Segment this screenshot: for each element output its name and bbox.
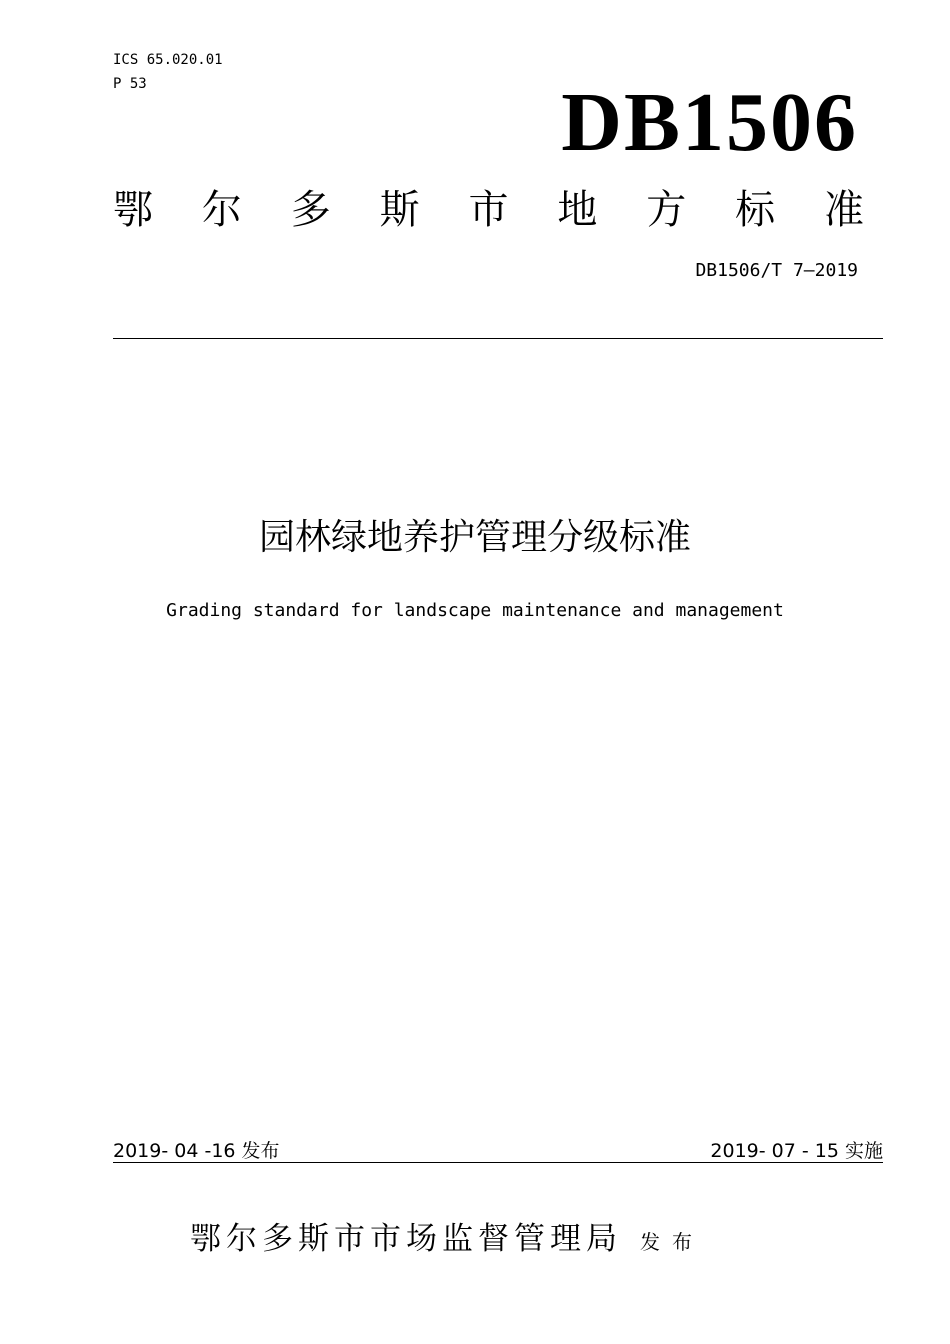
standard-type-char: 方 [646,187,687,233]
standard-type-char: 斯 [379,187,420,233]
ics-code: ICS 65.020.01 [113,52,223,68]
issue-date: 2019- 04 -16 发布 [113,1140,280,1162]
bottom-divider [113,1162,883,1163]
standard-type-heading [113,186,864,234]
standard-type-char: 多 [290,187,331,233]
standard-code: DB1506 [561,76,858,169]
standard-number: DB1506/T 7—2019 [695,260,858,281]
publisher-label: 发布 [640,1230,704,1254]
ccs-code: P 53 [113,76,147,92]
document-title-english: Grading standard for landscape maintenance and management [166,600,784,621]
standard-type-char: 市 [468,187,509,233]
standard-type-char: 准 [824,187,864,233]
standard-type-char: 尔 [201,187,242,233]
publisher-line [190,1218,704,1263]
standard-type-char: 鄂 [113,187,153,233]
standard-type-char: 地 [557,187,598,233]
document-title-chinese: 园林绿地养护管理分级标准 [258,517,691,558]
classification-codes [113,48,223,96]
top-divider [113,338,883,339]
implementation-date: 2019- 07 - 15 实施 [710,1140,883,1162]
publisher-name: 鄂尔多斯市市场监督管理局 [190,1221,622,1257]
standard-type-char: 标 [735,187,776,233]
